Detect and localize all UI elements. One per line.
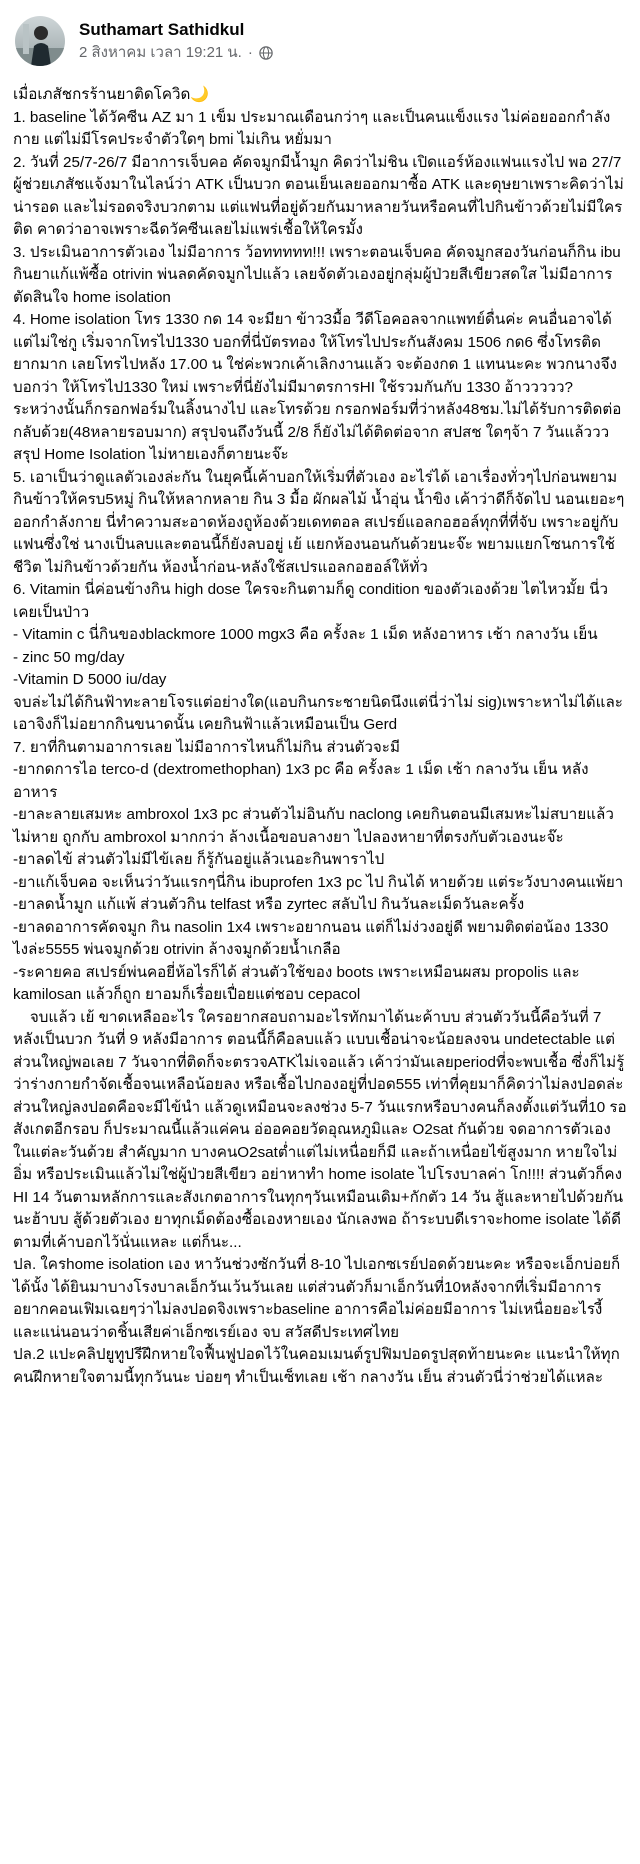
post-paragraph-6: 6. Vitamin นี่ค่อนข้างกิน high dose ใครจะกินตามก็ดู condition ของตัวเองด้วย ไตไหวมั้ย นี่วเคยเป็นป่าว - Vitamin c นี่กินของblackmore 1000 mgx3 คือ ครั้งละ 1 เม็ด หลังอาหาร เช้า กลางวัน เย็น - zinc 50 mg/day -Vitamin D 5000 iu/day จบล่ะไม่ได้กินฟ้าทะลายโจรแต่อย่างใด(แอบกินกระชายนิดนึงแต่นี่ว่าไม่ sig)เพราะหาไม่ได้และเอาจิงก็ไม่อยากกินขนาดนั้น เคยกินฟ้าแล้วเหมือนเป็น Gerd	[13, 581, 623, 733]
post-header	[13, 10, 628, 72]
author-name[interactable]: Suthamart Sathidkul	[79, 20, 245, 39]
post-paragraph-5: 5. เอาเป็นว่าดูแลตัวเองล่ะกัน ในยุคนี้เค้าบอกให้เริ่มที่ตัวเอง อะไร่ได้ เอาเรื่องทั่วๆไปก่อนพยามกินข้าวให้ครบ5หมู่ กินให้หลากหลาย กิน 3 มื้อ ผักผลไม้ น้ำอุ่น น้ำขิง เค้าว่าดีก็จัดไป นอนเยอะๆ ออกกำลังกาย นี่ทำความสะอาดห้องถูห้องด้วยเดทตอล สเปรย์แอลกอฮอล์ทุกที่ที่จับ เพราะอยู่กับแฟนซึ่งใช่ นางเป็นลบและตอนนี้ก็ยังลบอยู่ เย้ แยกห้องนอนกันด้วยนะจ๊ะ พยามแยกโซนการใช้ชีวิต ไม่กินข้าวด้วยกัน ห้องน้ำก่อน-หลังใช้สเปรแอลกอฮอล์ให้ทั่ว	[13, 468, 629, 576]
post-paragraph-summary: จบแล้ว เย้ ขาดเหลืออะไร ใครอยากสอบถามอะไรทักมาได้นะค้าบบ ส่วนตัววันนี้คือวันที่ 7 หลังเป็นบวก วันที่ 9 หลังมีอาการ ตอนนี้ก็คือลบแล้ว แบบเชื้อน่าจะน้อยลงจน undetectable แต่ส่วนใหญ่พอเลย 7 วันจากที่ติดก็จะตรวจATKไม่เจอแล้ว เค้าว่ามันเลยperiodที่จะพบเชื้อ ซึ่งก็ไม่รู้ว่าร่างกายกำจัดเชื้อจนเหลือน้อยลง หรือเชื้อไปกองอยู่ที่ปอด555 เท่าที่คุยมาก็คิดว่าไม่ลงปอดล่ะ ส่วนใหญ่ลงปอดคือจะมีไข้นำ แล้วดูเหมือนจะลงช่วง 5-7 วันแรกหรือบางคนก็ลงตั้งแต่วันที่10 รอสังเกตอีกรอบ ก็ประมาณนี้แล้วแค่คน อ่ออคอยวัดอุณหภูมิและ O2sat กันด้วย จดอาการตัวเองในแต่ละวันด้วย สำคัญมาก บางคนO2satต่ำแต่ไม่เหนื่อยก็มี และถ้าเหนื่อยไข้สูงมาก หายใจไม่อิ่ม หรือประเมินแล้วไม่ใช่ผู้ป่วยสีเขียว อย่าหาทำ home isolate ไปโรงบาลค่า โก!!!! ส่วนตัวก็คง HI 14 วันตามหลักการและสังเกตอาการในทุกๆวันเหมือนเดิม+กักตัว 14 วัน สู้และหายไปด้วยกันนะฮ้าบบ สู้ด้วยตัวเอง ยาทุกเม็ดต้องซื้อเองหายเอง นักเลงพอ ถ้าระบบดีเราจะhome isolate ได้ดีตามที่เค้าบอกไว้นั่นแหละ แต่ก็นะ...	[13, 1008, 628, 1251]
post-paragraph-ps2: ปล.2 แปะคลิปยูทูปรีฝึกหายใจฟื้นฟูปอดไว้ในคอมเมนต์รูปฟิมปอดรูปสุดท้ายนะคะ แนะนำให้ทุกคนฝึกหายใจตามนี้ทุกวันนะ บ่อยๆ ทำเป็นเซ็ทเลย เช้า กลางวัน เย็น ส่วนตัวนี่ว่าช่วยได้แหละ	[13, 1346, 620, 1386]
avatar-photo	[15, 16, 65, 66]
post-paragraph-7: 7. ยาที่กินตามอาการเลย ไม่มีอาการไหนก็ไม่กิน ส่วนตัวจะมี -ยากดการไอ terco-d (dextromethophan) 1x3 pc คือ ครั้งละ 1 เม็ด เช้า กลางวัน เย็น หลังอาหาร -ยาละลายเสมหะ ambroxol 1x3 pc ส่วนตัวไม่อินกับ naclong เคยกินตอนมีเสมหะไม่สบายแล้วไม่หาย ถูกกับ ambroxol มากกว่า ล้างเนื้อขอบลางยา ไปลองหายาที่ตรงกับตัวเองนะจ๊ะ -ยาลดไข้ ส่วนตัวไม่มีไข้เลย ก็รู้กันอยู่แล้วเนอะกินพาราไป -ยาแก้เจ็บคอ จะเห็นว่าวันแรกๆนี่กิน ibuprofen 1x3 pc ไป กินได้ หายด้วย แต่ระวังบางคนแพ้ยา -ยาลดน้ำมูก แก้แพ้ ส่วนตัวกิน telfast หรือ zyrtec สลับไป กินวันละเม็ดวันละครั้ง -ยาลดอาการคัดจมูก กิน nasolin 1x4 เพราะอยากนอน แต่ก็ไม่ง่วงอยู่ดี พยามติดต่อน้อง 1330 ไงล่ะ5555 พ่นจมูกด้วย otrivin ล้างจมูกด้วยน้ำเกลือ -ระคายคอ สเปรย์พ่นคอยี่ห้อไรก็ได้ ส่วนตัวใช้ของ boots เพราะเหมือนผสม propolis และ kamilosan แล้วก็ถูก ยาอมก็เรื่อยเปื่อยแต่ชอบ cepacol	[13, 738, 624, 1003]
post-paragraph-2: 2. วันที่ 25/7-26/7 มีอาการเจ็บคอ คัดจมูกมีน้ำมูก คิดว่าไม่ชิน เปิดแอร์ห้องแฟนแรงไป พอ 27/7 ผู้ช่วยเภสัชแจ้งมาในไลน์ว่า ATK เป็นบวก ตอนเย็นเลยออกมาซื้อ ATK และดุษยาเพราะคิดว่าไม่น่ารอด และไม่รอดจริงบวกตาม แต่แฟนที่อยู่ด้วยกันมาหลายวันหรือคนที่ไปกินข้าวด้วยไม่มีใครติด คาดว่าอาจเพราะฉีดวัคซีนเลยไม่แพร่เชื้อให้ใครมั้ง	[13, 153, 626, 238]
author-block	[79, 19, 273, 63]
globe-icon[interactable]	[259, 46, 273, 60]
post-paragraph-title: เมื่อเภสัชกรร้านยาติดโควิด🌙	[13, 86, 210, 103]
post-paragraph-4: 4. Home isolation โทร 1330 กด 14 จะมียา ข้าว3มื้อ วีดีโอคอลจากแพทย์ดื่นค่ะ คนอื่นอาจได้แต่ไม่ใช่กู เริ่มจากโทรไป1330 บอกที่นี่บัตรทอง ให้โทรไปประกันสังคม 1506 กด6 ซึ่งโทรติดยากมาก เลยโทรไปหลัง 17.00 น ใช่ค่ะพวกเค้าเลิกงานแล้ว จะต้องกด 1 แทนนะคะ พวกนางจึงบอกว่า ให้โทรไป1330 ใหม่ เพราะที่นี่ยังไม่มีมาตรการHI ใช้รวมกันกับ 1330 อ้าววววว? ระหว่างนั้นก็กรอกฟอร์มในลิ้งนางไป และโทรด้วย กรอกฟอร์มที่ว่าหลัง48ชม.ไม่ได้รับการติดต่อกลับด้วย(48หลายรอบมาก) สรุปจนถึงวันนี้ 2/8 ก็ยังไม่ได้ติดต่อจาก สปสช ใดๆจ้า 7 วันแล้ววว สรุป Home Isolation ไม่หายเองก็ตายนะจ๊ะ	[13, 311, 622, 463]
post-content	[13, 84, 627, 1389]
meta-separator: ·	[247, 44, 253, 61]
avatar[interactable]	[15, 16, 65, 66]
post-meta	[79, 43, 273, 63]
post-paragraph-1: 1. baseline ได้วัคซีน AZ มา 1 เข็ม ประมาณเดือนกว่าๆ และเป็นคนแข็งแรง ไม่ค่อยออกกำลังกาย แต่ไม่มีโรคประจำตัวใดๆ bmi ไม่เกิน หยั่มมา	[13, 108, 611, 148]
post-paragraph-ps1: ปล. ใครhome isolation เอง หาวันช่วงซักวันที่ 8-10 ไปเอกซเรย์ปอดด้วยนะคะ หรือจะเอ็กบ่อยก็ได้นั้ง ได้ยินมาบางโรงบาลเอ็กวันเว้นวันเลย แต่ส่วนตัวก็มาเอ็กวันที่10หลังจากที่เริ่มมีอาการ อยากคอนเฟิมเฉยๆว่าไม่ลงปอดจิงเพราะbaseline อาการคือไม่ค่อยมีอาการ ไม่เหนื่อยอะไรงี้ และแน่นอนว่าดชิ้นเสียค่าเอ็กซเรย์เอง จบ สวัสดีประเทศไทย	[13, 1256, 621, 1341]
post-timestamp[interactable]: 2 สิงหาคม เวลา 19:21 น.	[79, 44, 242, 61]
post-paragraph-3: 3. ประเมินอาการตัวเอง ไม่มีอาการ ว้อททททท!!! เพราะตอนเจ็บคอ คัดจมูกสองวันก่อนก็กิน ibu กินยาแก้แพ้ซื้อ otrivin พ่นลดคัดจมูกไปแล้ว เลยจัดตัวเองอยู่กลุ่มผู้ป่วยสีเขียวสดใส ไม่มีอาการ ตัดสินใจ home isolation	[13, 243, 625, 306]
